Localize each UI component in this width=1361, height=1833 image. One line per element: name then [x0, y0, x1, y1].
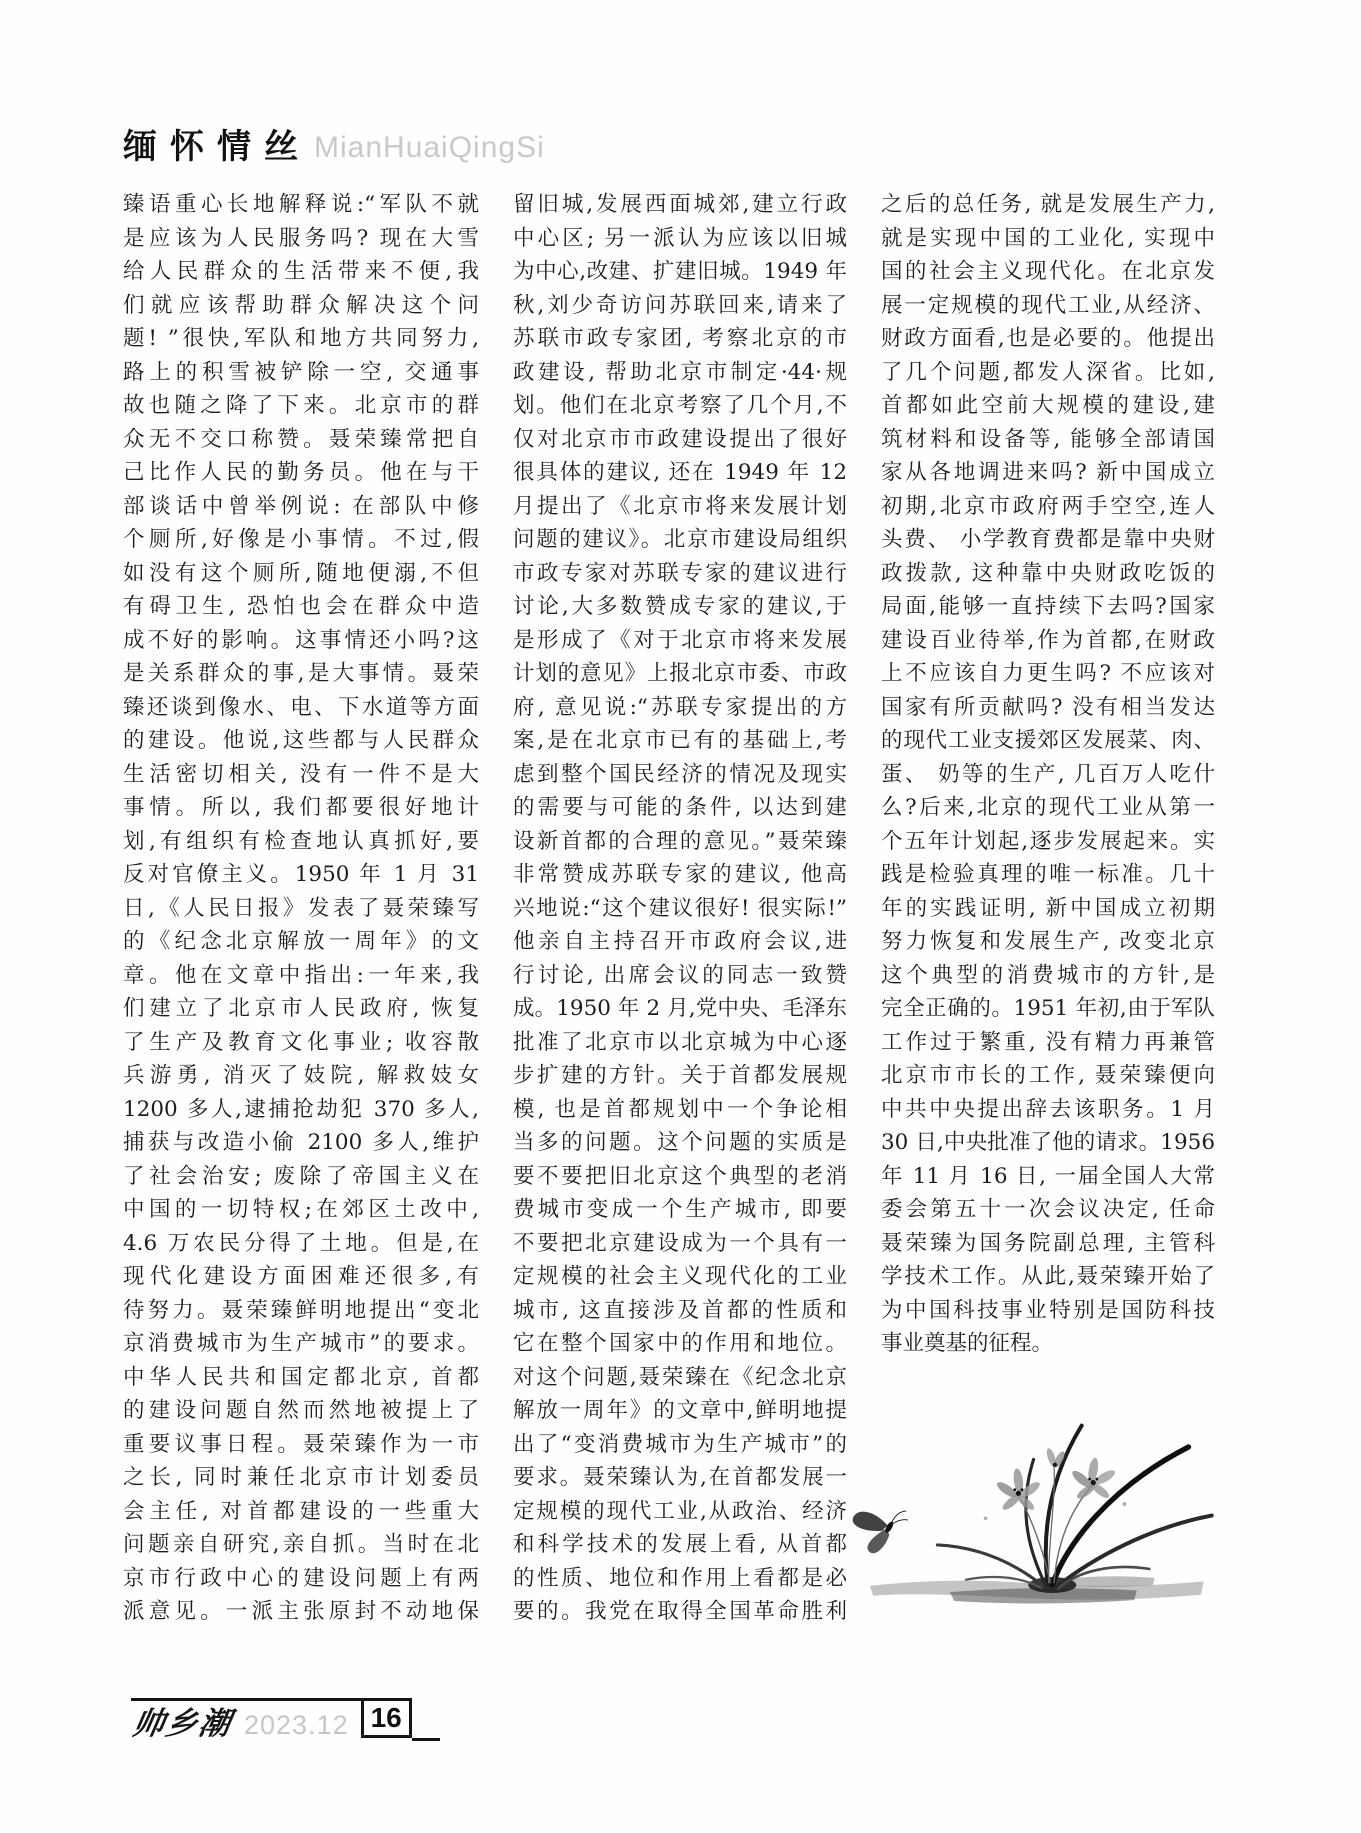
text-line: 国家有所贡献吗? 没有相当发达	[881, 694, 1215, 720]
text-line: 筑材料和设备等, 能够全部请国	[881, 426, 1215, 452]
orchid-leaves	[937, 1426, 1211, 1589]
text-line: 批准了北京市以北京城为中心逐	[513, 1029, 847, 1055]
text-line: 步扩建的方针。关于首都发展规	[513, 1063, 847, 1088]
section-title	[123, 128, 298, 166]
text-line: 蛋、 奶等的生产, 几百万人吃什	[881, 761, 1215, 787]
text-line: 现代化建设方面困难还很多,有	[123, 1264, 479, 1289]
text-line: 虑到整个国民经济的情况及现实	[513, 761, 847, 787]
text-line: 聂荣臻为国务院副总理, 主管科	[881, 1230, 1215, 1256]
text-line: 定规模的社会主义现代化的工业	[513, 1264, 847, 1289]
text-line: 就是实现中国的工业化, 实现中	[881, 225, 1215, 251]
page-header	[123, 128, 545, 166]
text-line: 成。1950 年 2 月,党中央、毛泽东	[513, 996, 847, 1021]
text-line: 路上的积雪被铲除一空, 交通事	[123, 359, 479, 385]
text-line: 很具体的建议, 还在 1949 年 12	[513, 460, 847, 485]
text-line: 的建设。他说,这些都与人民群众	[123, 728, 479, 753]
text-line: 4.6 万农民分得了土地。但是,在	[123, 1230, 479, 1256]
text-line: 出了“变消费城市为生产城市”的	[513, 1431, 847, 1457]
magazine-logo: 帅乡潮	[129, 1706, 236, 1742]
text-line: 中国的一切特权;在郊区土改中,	[123, 1197, 479, 1222]
text-line: 和科学技术的发展上看, 从首都	[513, 1532, 847, 1557]
text-line: 苏联市政专家团, 考察北京的市	[513, 326, 847, 351]
text-line: 对这个问题,聂荣臻在《纪念北京	[513, 1364, 847, 1390]
text-line: 中共中央提出辞去该职务。1 月	[881, 1096, 1215, 1122]
text-line: 事业奠基的征程。	[881, 1331, 1054, 1356]
text-line: 之长, 同时兼任北京市计划委员	[123, 1465, 479, 1490]
text-line: 中华人民共和国定都北京, 首都	[123, 1364, 479, 1390]
text-line: 们就应该帮助群众解决这个问	[123, 292, 479, 318]
text-line: 事情。所以, 我们都要很好地计	[123, 795, 479, 820]
issue-date: 2023.12	[244, 1710, 349, 1740]
text-line: 它在整个国家中的作用和地位。	[513, 1331, 847, 1356]
text-line: 为中国科技事业特别是国防科技	[881, 1297, 1215, 1323]
text-line: 待努力。聂荣臻鲜明地提出“变北	[123, 1297, 479, 1323]
text-line: 仅对北京市市政建设提出了很好	[513, 426, 847, 452]
orchid-ink-painting	[843, 1396, 1217, 1636]
title-char: 丝	[264, 127, 298, 167]
text-line: 己比作人民的勤务员。他在与干	[123, 460, 479, 485]
text-line: 成不好的影响。这事情还小吗?这	[123, 627, 479, 653]
text-line: 的需要与可能的条件, 以达到建	[513, 795, 847, 820]
text-line: 要的。我党在取得全国革命胜利	[513, 1599, 847, 1624]
text-line: 的性质、地位和作用上看都是必	[513, 1565, 847, 1591]
text-line: 委会第五十一次会议决定, 任命	[881, 1197, 1215, 1222]
text-line: 行讨论, 出席会议的同志一致赞	[513, 962, 847, 988]
text-line: 初期,北京市政府两手空空,连人	[881, 493, 1215, 519]
text-line: 兵游勇, 消灭了妓院, 解救妓女	[123, 1063, 479, 1088]
text-line: 努力恢复和发展生产, 改变北京	[881, 929, 1215, 954]
text-line: 故也随之降了下来。北京市的群	[123, 393, 479, 418]
title-char: 缅	[123, 127, 157, 167]
text-line: 会主任, 对首都建设的一些重大	[123, 1498, 479, 1524]
text-line: 留旧城,发展西面城郊,建立行政	[513, 192, 847, 217]
text-line: 上不应该自力更生吗? 不应该对	[881, 661, 1215, 686]
text-line: 财政方面看,也是必要的。他提出	[881, 326, 1215, 351]
text-line: 市政专家对苏联专家的建议进行	[513, 560, 847, 586]
text-line: 是关系群众的事,是大事情。聂荣	[123, 661, 479, 686]
text-line: 们建立了北京市人民政府, 恢复	[123, 996, 479, 1021]
text-line: 京消费城市为生产城市”的要求。	[123, 1331, 479, 1356]
page-footer	[131, 1698, 440, 1747]
text-line: 首都如此空前大规模的建设,建	[881, 393, 1215, 418]
text-line: 费城市变成一个生产城市, 即要	[513, 1197, 847, 1222]
text-line: 臻还谈到像水、电、下水道等方面	[123, 694, 479, 720]
text-line: 的现代工业支援郊区发展菜、肉、	[881, 728, 1215, 753]
text-line: 之后的总任务, 就是发展生产力,	[881, 192, 1215, 217]
text-line: 展一定规模的现代工业,从经济、	[881, 292, 1215, 318]
text-line: 讨论,大多数赞成专家的建议,于	[513, 594, 847, 619]
text-line: 北京市市长的工作, 聂荣臻便向	[881, 1063, 1215, 1088]
text-line: 个厕所,好像是小事情。不过,假	[123, 527, 479, 552]
text-line: 他亲自主持召开市政府会议,进	[513, 929, 847, 954]
section-title-pinyin: MianHuaiQingSi	[314, 131, 545, 164]
text-line: 个五年计划起,逐步发展起来。实	[881, 828, 1215, 854]
text-line: 问题的建议》。北京市建设局组织	[513, 527, 847, 552]
text-line: 解放一周年》的文章中,鲜明地提	[513, 1398, 847, 1423]
footer-rule	[131, 1698, 361, 1747]
text-line: 案,是在北京市已有的基础上,考	[513, 728, 847, 753]
text-line: 建设百业待举,作为首都,在财政	[881, 627, 1215, 653]
text-line: 府, 意见说:“苏联专家提出的方	[513, 694, 847, 720]
text-line: 反对官僚主义。1950 年 1 月 31	[123, 862, 479, 887]
text-line: 部谈话中曾举例说: 在部队中修	[123, 493, 479, 519]
text-line: 秋,刘少奇访问苏联回来,请来了	[513, 292, 847, 318]
text-line: 题! ”很快,军队和地方共同努力,	[123, 326, 479, 351]
text-line: 给人民群众的生活带来不便,我	[123, 259, 479, 284]
text-column-1	[123, 188, 479, 1629]
text-line: 这个典型的消费城市的方针,是	[881, 962, 1215, 988]
text-line: 重要议事日程。聂荣臻作为一市	[123, 1431, 479, 1457]
text-line: 众无不交口称赞。聂荣臻常把自	[123, 426, 479, 452]
text-line: 了社会治安; 废除了帝国主义在	[123, 1163, 479, 1189]
text-line: 践是检验真理的唯一标准。几十	[881, 862, 1215, 887]
text-line: 学技术工作。从此,聂荣臻开始了	[881, 1264, 1215, 1289]
title-char: 怀	[170, 127, 204, 167]
page-number: 16	[361, 1698, 412, 1738]
text-line: 生活密切相关, 没有一件不是大	[123, 761, 479, 787]
text-line: 捕获与改造小偷 2100 多人,维护	[123, 1130, 479, 1155]
text-line: 臻语重心长地解释说:“军队不就	[123, 192, 479, 217]
text-line: 局面,能够一直持续下去吗?国家	[881, 594, 1215, 619]
text-line: 么?后来,北京的现代工业从第一	[881, 795, 1215, 820]
text-line: 头费、 小学教育费都是靠中央财	[881, 527, 1215, 552]
text-line: 非常赞成苏联专家的建议, 他高	[513, 862, 847, 887]
text-line: 是形成了《对于北京市将来发展	[513, 627, 847, 653]
title-char: 情	[217, 127, 251, 167]
text-line: 划,有组织有检查地认真抓好,要	[123, 828, 479, 854]
text-line: 计划的意见》上报北京市委、市政	[513, 661, 847, 686]
text-column-2	[513, 188, 847, 1629]
text-line: 1200 多人,逮捕抢劫犯 370 多人,	[123, 1096, 479, 1122]
text-line: 模, 也是首都规划中一个争论相	[513, 1096, 847, 1122]
text-line: 兴地说:“这个建议很好! 很实际!”	[513, 895, 847, 921]
text-line: 定规模的现代工业,从政治、经济	[513, 1498, 847, 1524]
text-line: 年的实践证明, 新中国成立初期	[881, 895, 1215, 921]
butterfly-icon	[853, 1511, 908, 1553]
text-line: 中心区; 另一派认为应该以旧城	[513, 225, 847, 251]
text-line: 章。他在文章中指出:一年来,我	[123, 962, 479, 988]
text-line: 年 11 月 16 日, 一届全国人大常	[881, 1163, 1215, 1189]
text-line: 为中心,改建、扩建旧城。1949 年	[513, 259, 847, 284]
text-line: 的《纪念北京解放一周年》的文	[123, 929, 479, 954]
text-line: 国的社会主义现代化。在北京发	[881, 259, 1215, 284]
text-line: 家从各地调进来吗? 新中国成立	[881, 460, 1215, 485]
text-line: 30 日,中央批准了他的请求。1956	[881, 1130, 1215, 1155]
text-line: 政建设, 帮助北京市制定·44·规	[513, 359, 847, 385]
text-line: 了生产及教育文化事业; 收容散	[123, 1029, 479, 1055]
text-line: 政拨款, 这种靠中央财政吃饭的	[881, 560, 1215, 586]
text-line: 当多的问题。这个问题的实质是	[513, 1130, 847, 1155]
text-line: 不要把北京建设成为一个具有一	[513, 1230, 847, 1256]
text-line: 月提出了《北京市将来发展计划	[513, 493, 847, 519]
text-line: 是应该为人民服务吗? 现在大雪	[123, 225, 479, 251]
text-line: 如没有这个厕所,随地便溺,不但	[123, 560, 479, 586]
text-line: 的建设问题自然而然地被提上了	[123, 1398, 479, 1423]
text-line: 城市, 这直接涉及首都的性质和	[513, 1297, 847, 1323]
text-line: 要不要把旧北京这个典型的老消	[513, 1163, 847, 1189]
text-line: 了几个问题,都发人深省。比如,	[881, 359, 1215, 385]
text-line: 划。他们在北京考察了几个月,不	[513, 393, 847, 418]
text-line: 问题亲自研究,亲自抓。当时在北	[123, 1532, 479, 1557]
text-line: 完全正确的。1951 年初,由于军队	[881, 996, 1215, 1021]
text-line: 设新首都的合理的意见。”聂荣臻	[513, 828, 847, 854]
text-line: 有碍卫生, 恐怕也会在群众中造	[123, 594, 479, 619]
text-line: 京市行政中心的建设问题上有两	[123, 1565, 479, 1591]
page-number-underline	[412, 1698, 440, 1741]
text-line: 要求。聂荣臻认为,在首都发展一	[513, 1465, 847, 1490]
text-line: 派意见。一派主张原封不动地保	[123, 1599, 479, 1624]
text-line: 日,《人民日报》发表了聂荣臻写	[123, 895, 479, 921]
text-line: 工作过于繁重, 没有精力再兼管	[881, 1029, 1215, 1055]
